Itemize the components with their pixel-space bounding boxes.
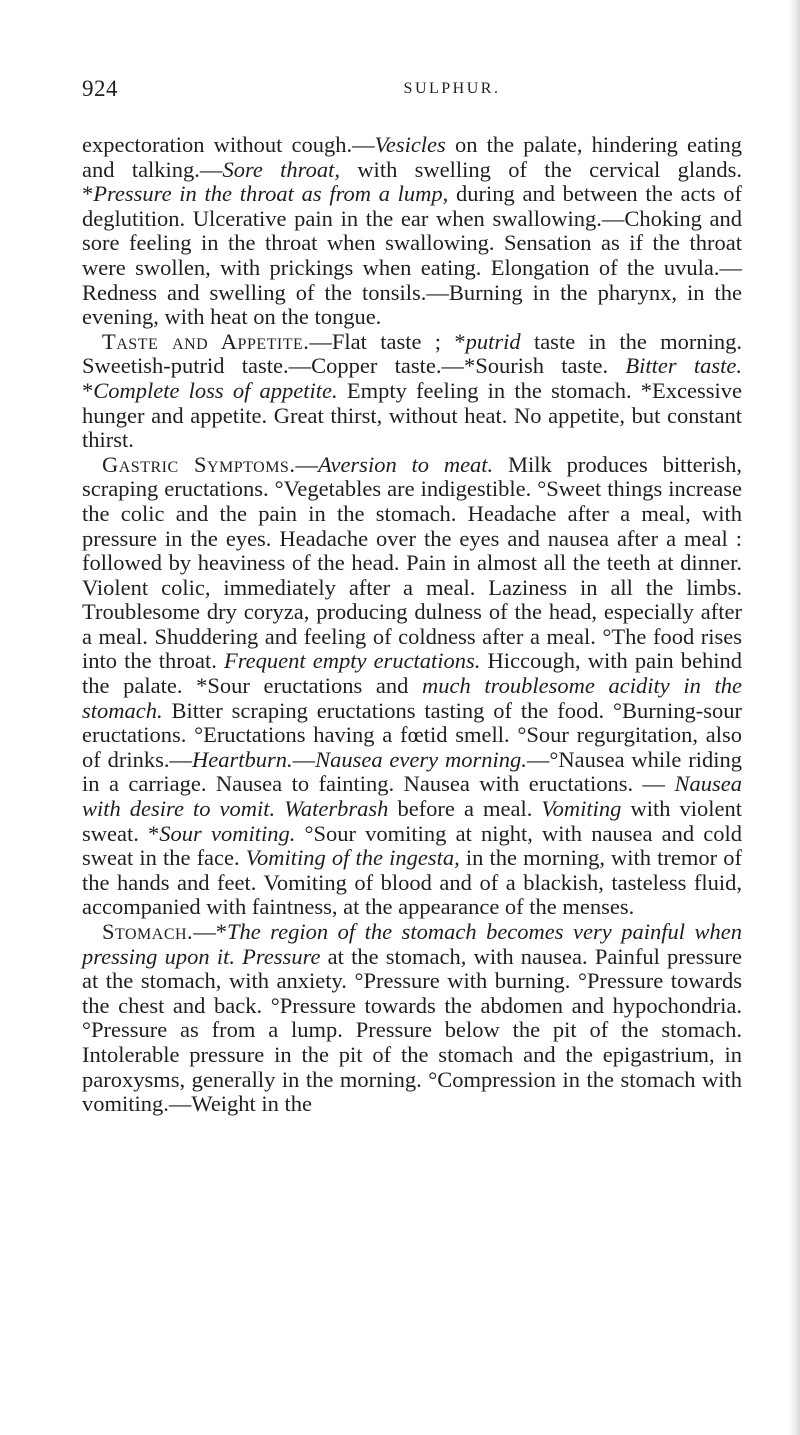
text-run: —°Nausea while riding in a carriage. Nausea to fainting. Nausea with eructations. — bbox=[82, 746, 742, 797]
text-run: Waterbrash bbox=[284, 796, 389, 822]
text-run: much troublesome acidity in the stomach. bbox=[82, 673, 743, 723]
text-run: with swelling of the cervical glands. * bbox=[82, 156, 742, 207]
text-run: Bitter taste. bbox=[625, 353, 742, 379]
text-run: at the stomach, with nausea. Painful pressure at the stomach, with anxiety. °Pressure with burning. °Pressure towards the chest and back. °Pressure towards the abdomen and hypochondria. °Pressure as from a lump. Pressure below the pit of the stomach. Intolerable pressure in the pit of the stomach and the epigastrium, in paroxysms, generally in the morning. °Compression in the stomach with vomiting.—Weight in the bbox=[82, 943, 743, 1117]
page-number: 924 bbox=[82, 76, 118, 101]
text-run: Hiccough, with pain behind the palate. *Sour eructations and bbox=[82, 648, 742, 699]
text-run: Bitter scraping eructations tasting of the food. °Burning-sour eructations. °Eructations having a fœtid smell. °Sour regurgitation, also of drinks.— bbox=[82, 697, 742, 772]
paragraph-gastric-symptoms bbox=[82, 453, 742, 920]
text-run: —* bbox=[193, 919, 227, 944]
text-run: °Sour vomiting at night, with nausea and cold sweat in the face. bbox=[82, 820, 742, 871]
paragraph-throat bbox=[82, 133, 742, 330]
paragraph-stomach bbox=[82, 920, 742, 1117]
text-run: expectoration without cough.— bbox=[82, 132, 375, 157]
text-run: —Flat taste ; * bbox=[309, 328, 466, 354]
text-run: — bbox=[295, 451, 318, 477]
text-run: Pressure bbox=[242, 943, 321, 969]
page-edge-shadow bbox=[788, 0, 800, 1435]
text-run: Sore throat, bbox=[222, 156, 340, 182]
text-run: Vomiting of the ingesta, bbox=[245, 845, 460, 871]
body-text bbox=[82, 133, 742, 1117]
text-run: The region of the stomach becomes very painful when pressing upon it. bbox=[82, 919, 742, 969]
text-run: Empty feeling in the stomach. *Excessive hunger and appetite. Great thirst, without heat. No appetite, but constant thirst. bbox=[82, 377, 742, 453]
text-run: in the morning, with tremor of the hands and feet. Vomiting of blood and of a blackish, tasteless fluid, accompanied with faintness, at the appearance of the menses. bbox=[82, 845, 743, 920]
text-run: on the palate, hindering eating and talking.— bbox=[82, 132, 742, 182]
text-run: Vesicles bbox=[374, 132, 446, 157]
text-run: Gastric Symptoms. bbox=[102, 451, 296, 477]
text-run: with violent sweat. * bbox=[82, 796, 742, 846]
running-head: SULPHUR. bbox=[403, 80, 501, 97]
text-run: Stomach. bbox=[102, 919, 194, 944]
text-run: Heartburn. bbox=[191, 746, 293, 772]
paragraph-taste-and-appetite bbox=[82, 330, 742, 453]
text-run: — bbox=[292, 746, 316, 772]
text-run: Nausea every morning. bbox=[315, 746, 527, 772]
text-run: Taste and Appetite. bbox=[102, 328, 310, 354]
text-run: before a meal. bbox=[388, 796, 542, 822]
text-run: Milk produces bitterish, scraping eructations. °Vegetables are indigestible. °Sweet things increase the colic and the pain in the stomach. Headache after a meal, with pressure in the eyes. Headache over the eyes and nausea after a meal : followed by heaviness of the head. Pain in almost all the teeth at dinner. Violent colic, immediately after a meal. Laziness in all the limbs. Troublesome dry coryza, producing dulness of the head, especially after a meal. Shuddering and feeling of coldness after a meal. °The food rises into the throat. bbox=[82, 451, 742, 674]
text-run: Nausea with desire to vomit. bbox=[82, 771, 742, 822]
text-run: putrid bbox=[465, 328, 521, 354]
page-header bbox=[82, 76, 742, 110]
text-run bbox=[275, 796, 284, 821]
text-run: Frequent empty eructations. bbox=[223, 648, 481, 674]
text-run: Complete loss of appetite. bbox=[93, 377, 338, 403]
text-run: Vomiting bbox=[541, 796, 622, 822]
text-run: * bbox=[82, 377, 94, 403]
text-run: Sour vomiting. bbox=[159, 820, 296, 846]
text-run: during and between the acts of deglutition. Ulcerative pain in the ear when swallowing.—Choking and sore feeling in the throat when swallowing. Sensation as if the throat were swollen, with prickings when eating. Elongation of the uvula.—Redness and swelling of the tonsils.—Burning in the pharynx, in the evening, with heat on the tongue. bbox=[82, 181, 742, 330]
text-run: taste in the morning. Sweetish-putrid taste.—Copper taste.—*Sourish taste. bbox=[82, 328, 742, 379]
text-run: Aversion to meat. bbox=[317, 451, 494, 477]
text-run: Pressure in the throat as from a lump, bbox=[93, 181, 449, 207]
